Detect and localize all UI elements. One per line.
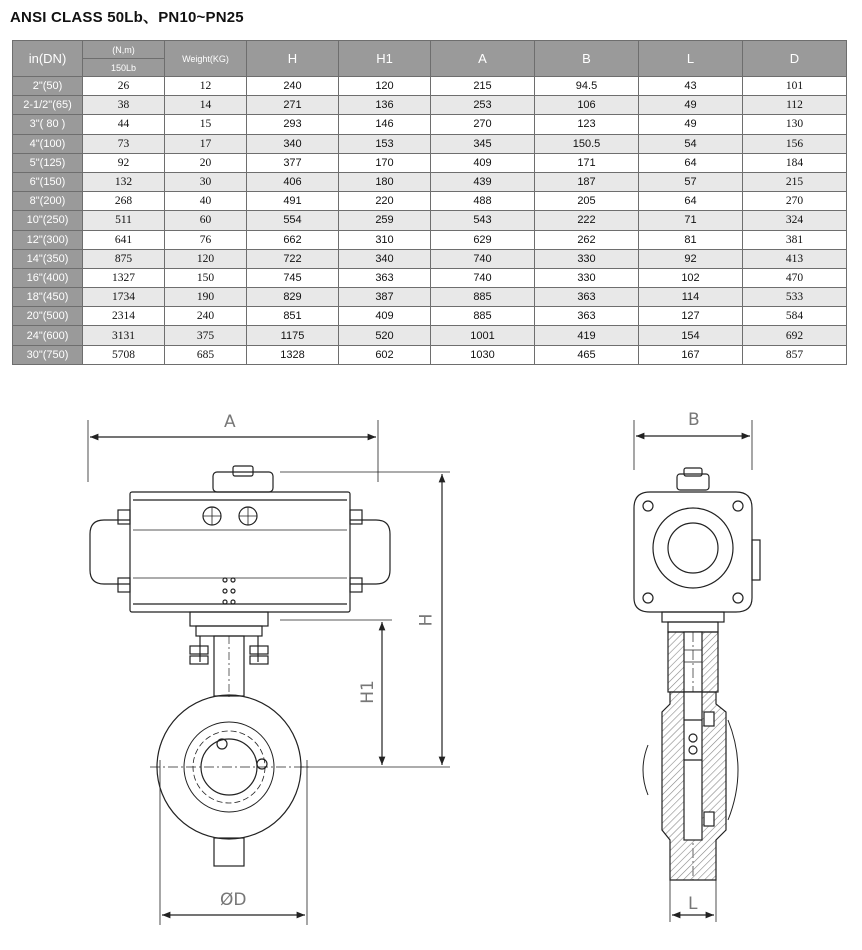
cell-weight: 190: [165, 288, 247, 307]
cell-weight: 240: [165, 307, 247, 326]
side-view: [634, 420, 760, 922]
cell-weight: 20: [165, 153, 247, 172]
cell-l: 57: [639, 172, 743, 191]
cell-a: 409: [431, 153, 535, 172]
cell-h: 722: [247, 249, 339, 268]
cell-torque: 2314: [83, 307, 165, 326]
dim-a-label: A: [224, 412, 236, 432]
cell-h1: 602: [339, 345, 431, 364]
cell-l: 71: [639, 211, 743, 230]
cell-l: 64: [639, 153, 743, 172]
cell-weight: 14: [165, 96, 247, 115]
cell-h: 271: [247, 96, 339, 115]
cell-b: 262: [535, 230, 639, 249]
cell-h: 851: [247, 307, 339, 326]
cell-weight: 15: [165, 115, 247, 134]
header-d: D: [743, 41, 847, 77]
cell-a: 270: [431, 115, 535, 134]
page-title: ANSI CLASS 50Lb、PN10~PN25: [10, 9, 244, 26]
header-b: B: [535, 41, 639, 77]
cell-b: 150.5: [535, 134, 639, 153]
cell-h: 662: [247, 230, 339, 249]
cell-d: 533: [743, 288, 847, 307]
cell-h: 1175: [247, 326, 339, 345]
dim-d-label: ØD: [220, 890, 247, 910]
cell-h1: 409: [339, 307, 431, 326]
cell-h1: 153: [339, 134, 431, 153]
cell-l: 154: [639, 326, 743, 345]
cell-l: 64: [639, 192, 743, 211]
header-torque-class: 150Lb: [83, 59, 165, 77]
dim-b-label: B: [688, 410, 700, 430]
cell-b: 123: [535, 115, 639, 134]
cell-l: 92: [639, 249, 743, 268]
cell-weight: 120: [165, 249, 247, 268]
cell-a: 1030: [431, 345, 535, 364]
cell-d: 413: [743, 249, 847, 268]
cell-d: 857: [743, 345, 847, 364]
cell-h1: 310: [339, 230, 431, 249]
cell-l: 49: [639, 115, 743, 134]
cell-dn: 12"(300): [13, 230, 83, 249]
cell-dn: 16"(400): [13, 268, 83, 287]
cell-l: 49: [639, 96, 743, 115]
cell-weight: 685: [165, 345, 247, 364]
cell-torque: 132: [83, 172, 165, 191]
cell-b: 171: [535, 153, 639, 172]
cell-torque: 73: [83, 134, 165, 153]
cell-d: 381: [743, 230, 847, 249]
cell-h1: 520: [339, 326, 431, 345]
cell-weight: 12: [165, 77, 247, 96]
cell-h1: 259: [339, 211, 431, 230]
actuator-right-cap: [350, 520, 390, 584]
cell-b: 222: [535, 211, 639, 230]
cell-torque: 268: [83, 192, 165, 211]
cell-a: 345: [431, 134, 535, 153]
mounting-bracket: [190, 612, 268, 626]
cell-weight: 375: [165, 326, 247, 345]
cell-dn: 18"(450): [13, 288, 83, 307]
cell-d: 130: [743, 115, 847, 134]
header-dn: in(DN): [13, 41, 83, 77]
cell-l: 167: [639, 345, 743, 364]
cell-l: 127: [639, 307, 743, 326]
cell-h1: 180: [339, 172, 431, 191]
cell-h1: 136: [339, 96, 431, 115]
cell-h: 293: [247, 115, 339, 134]
side-actuator-bore: [653, 508, 733, 588]
cell-b: 419: [535, 326, 639, 345]
cell-d: 112: [743, 96, 847, 115]
cell-h: 745: [247, 268, 339, 287]
header-weight: Weight(KG): [165, 41, 247, 77]
cell-torque: 26: [83, 77, 165, 96]
cell-dn: 2-1/2"(65): [13, 96, 83, 115]
dim-h-label: H: [416, 613, 437, 627]
header-a: A: [431, 41, 535, 77]
cell-torque: 44: [83, 115, 165, 134]
cell-dn: 24"(600): [13, 326, 83, 345]
cell-h1: 120: [339, 77, 431, 96]
cell-torque: 641: [83, 230, 165, 249]
cell-dn: 8"(200): [13, 192, 83, 211]
cell-weight: 150: [165, 268, 247, 287]
cell-a: 629: [431, 230, 535, 249]
cell-a: 439: [431, 172, 535, 191]
cell-b: 205: [535, 192, 639, 211]
cell-a: 740: [431, 249, 535, 268]
cell-d: 184: [743, 153, 847, 172]
cell-h: 240: [247, 77, 339, 96]
cell-h1: 146: [339, 115, 431, 134]
cell-h1: 170: [339, 153, 431, 172]
cell-torque: 875: [83, 249, 165, 268]
cell-h: 491: [247, 192, 339, 211]
cell-h1: 387: [339, 288, 431, 307]
cell-a: 1001: [431, 326, 535, 345]
cell-weight: 76: [165, 230, 247, 249]
cell-weight: 30: [165, 172, 247, 191]
cell-a: 885: [431, 307, 535, 326]
cell-h1: 220: [339, 192, 431, 211]
cell-h1: 363: [339, 268, 431, 287]
cell-dn: 2"(50): [13, 77, 83, 96]
front-view: [88, 420, 450, 925]
cell-dn: 6"(150): [13, 172, 83, 191]
cell-torque: 511: [83, 211, 165, 230]
cell-h: 554: [247, 211, 339, 230]
cell-dn: 4"(100): [13, 134, 83, 153]
actuator-left-cap: [90, 520, 130, 584]
actuator-body: [130, 492, 350, 612]
cell-torque: 38: [83, 96, 165, 115]
cell-d: 324: [743, 211, 847, 230]
cell-dn: 3"( 80 ): [13, 115, 83, 134]
cell-l: 102: [639, 268, 743, 287]
dim-h1-label: H1: [357, 680, 378, 704]
cell-l: 43: [639, 77, 743, 96]
cell-b: 363: [535, 307, 639, 326]
cell-h: 1328: [247, 345, 339, 364]
cell-a: 488: [431, 192, 535, 211]
cell-torque: 1734: [83, 288, 165, 307]
cell-d: 584: [743, 307, 847, 326]
header-torque: (N,m): [83, 41, 165, 59]
dim-l-label: L: [688, 894, 698, 914]
cell-h: 829: [247, 288, 339, 307]
cell-weight: 60: [165, 211, 247, 230]
cell-b: 94.5: [535, 77, 639, 96]
cell-d: 156: [743, 134, 847, 153]
cell-dn: 14"(350): [13, 249, 83, 268]
header-h: H: [247, 41, 339, 77]
cell-dn: 30"(750): [13, 345, 83, 364]
cell-b: 187: [535, 172, 639, 191]
cell-h: 377: [247, 153, 339, 172]
header-l: L: [639, 41, 743, 77]
cell-torque: 1327: [83, 268, 165, 287]
cell-dn: 10"(250): [13, 211, 83, 230]
cell-b: 363: [535, 288, 639, 307]
cell-a: 543: [431, 211, 535, 230]
actuator-top-boss: [213, 472, 273, 492]
cell-d: 470: [743, 268, 847, 287]
cell-l: 81: [639, 230, 743, 249]
cell-h: 406: [247, 172, 339, 191]
cell-h1: 340: [339, 249, 431, 268]
cell-torque: 3131: [83, 326, 165, 345]
cell-d: 692: [743, 326, 847, 345]
cell-d: 101: [743, 77, 847, 96]
cell-a: 885: [431, 288, 535, 307]
cell-torque: 5708: [83, 345, 165, 364]
cell-d: 215: [743, 172, 847, 191]
cell-a: 215: [431, 77, 535, 96]
cell-b: 330: [535, 268, 639, 287]
cell-b: 465: [535, 345, 639, 364]
cell-b: 330: [535, 249, 639, 268]
cell-d: 270: [743, 192, 847, 211]
cell-a: 740: [431, 268, 535, 287]
cell-l: 114: [639, 288, 743, 307]
cell-a: 253: [431, 96, 535, 115]
cell-h: 340: [247, 134, 339, 153]
cell-weight: 17: [165, 134, 247, 153]
cell-b: 106: [535, 96, 639, 115]
cell-torque: 92: [83, 153, 165, 172]
cell-dn: 5"(125): [13, 153, 83, 172]
cell-weight: 40: [165, 192, 247, 211]
cell-l: 54: [639, 134, 743, 153]
header-h1: H1: [339, 41, 431, 77]
cell-dn: 20"(500): [13, 307, 83, 326]
